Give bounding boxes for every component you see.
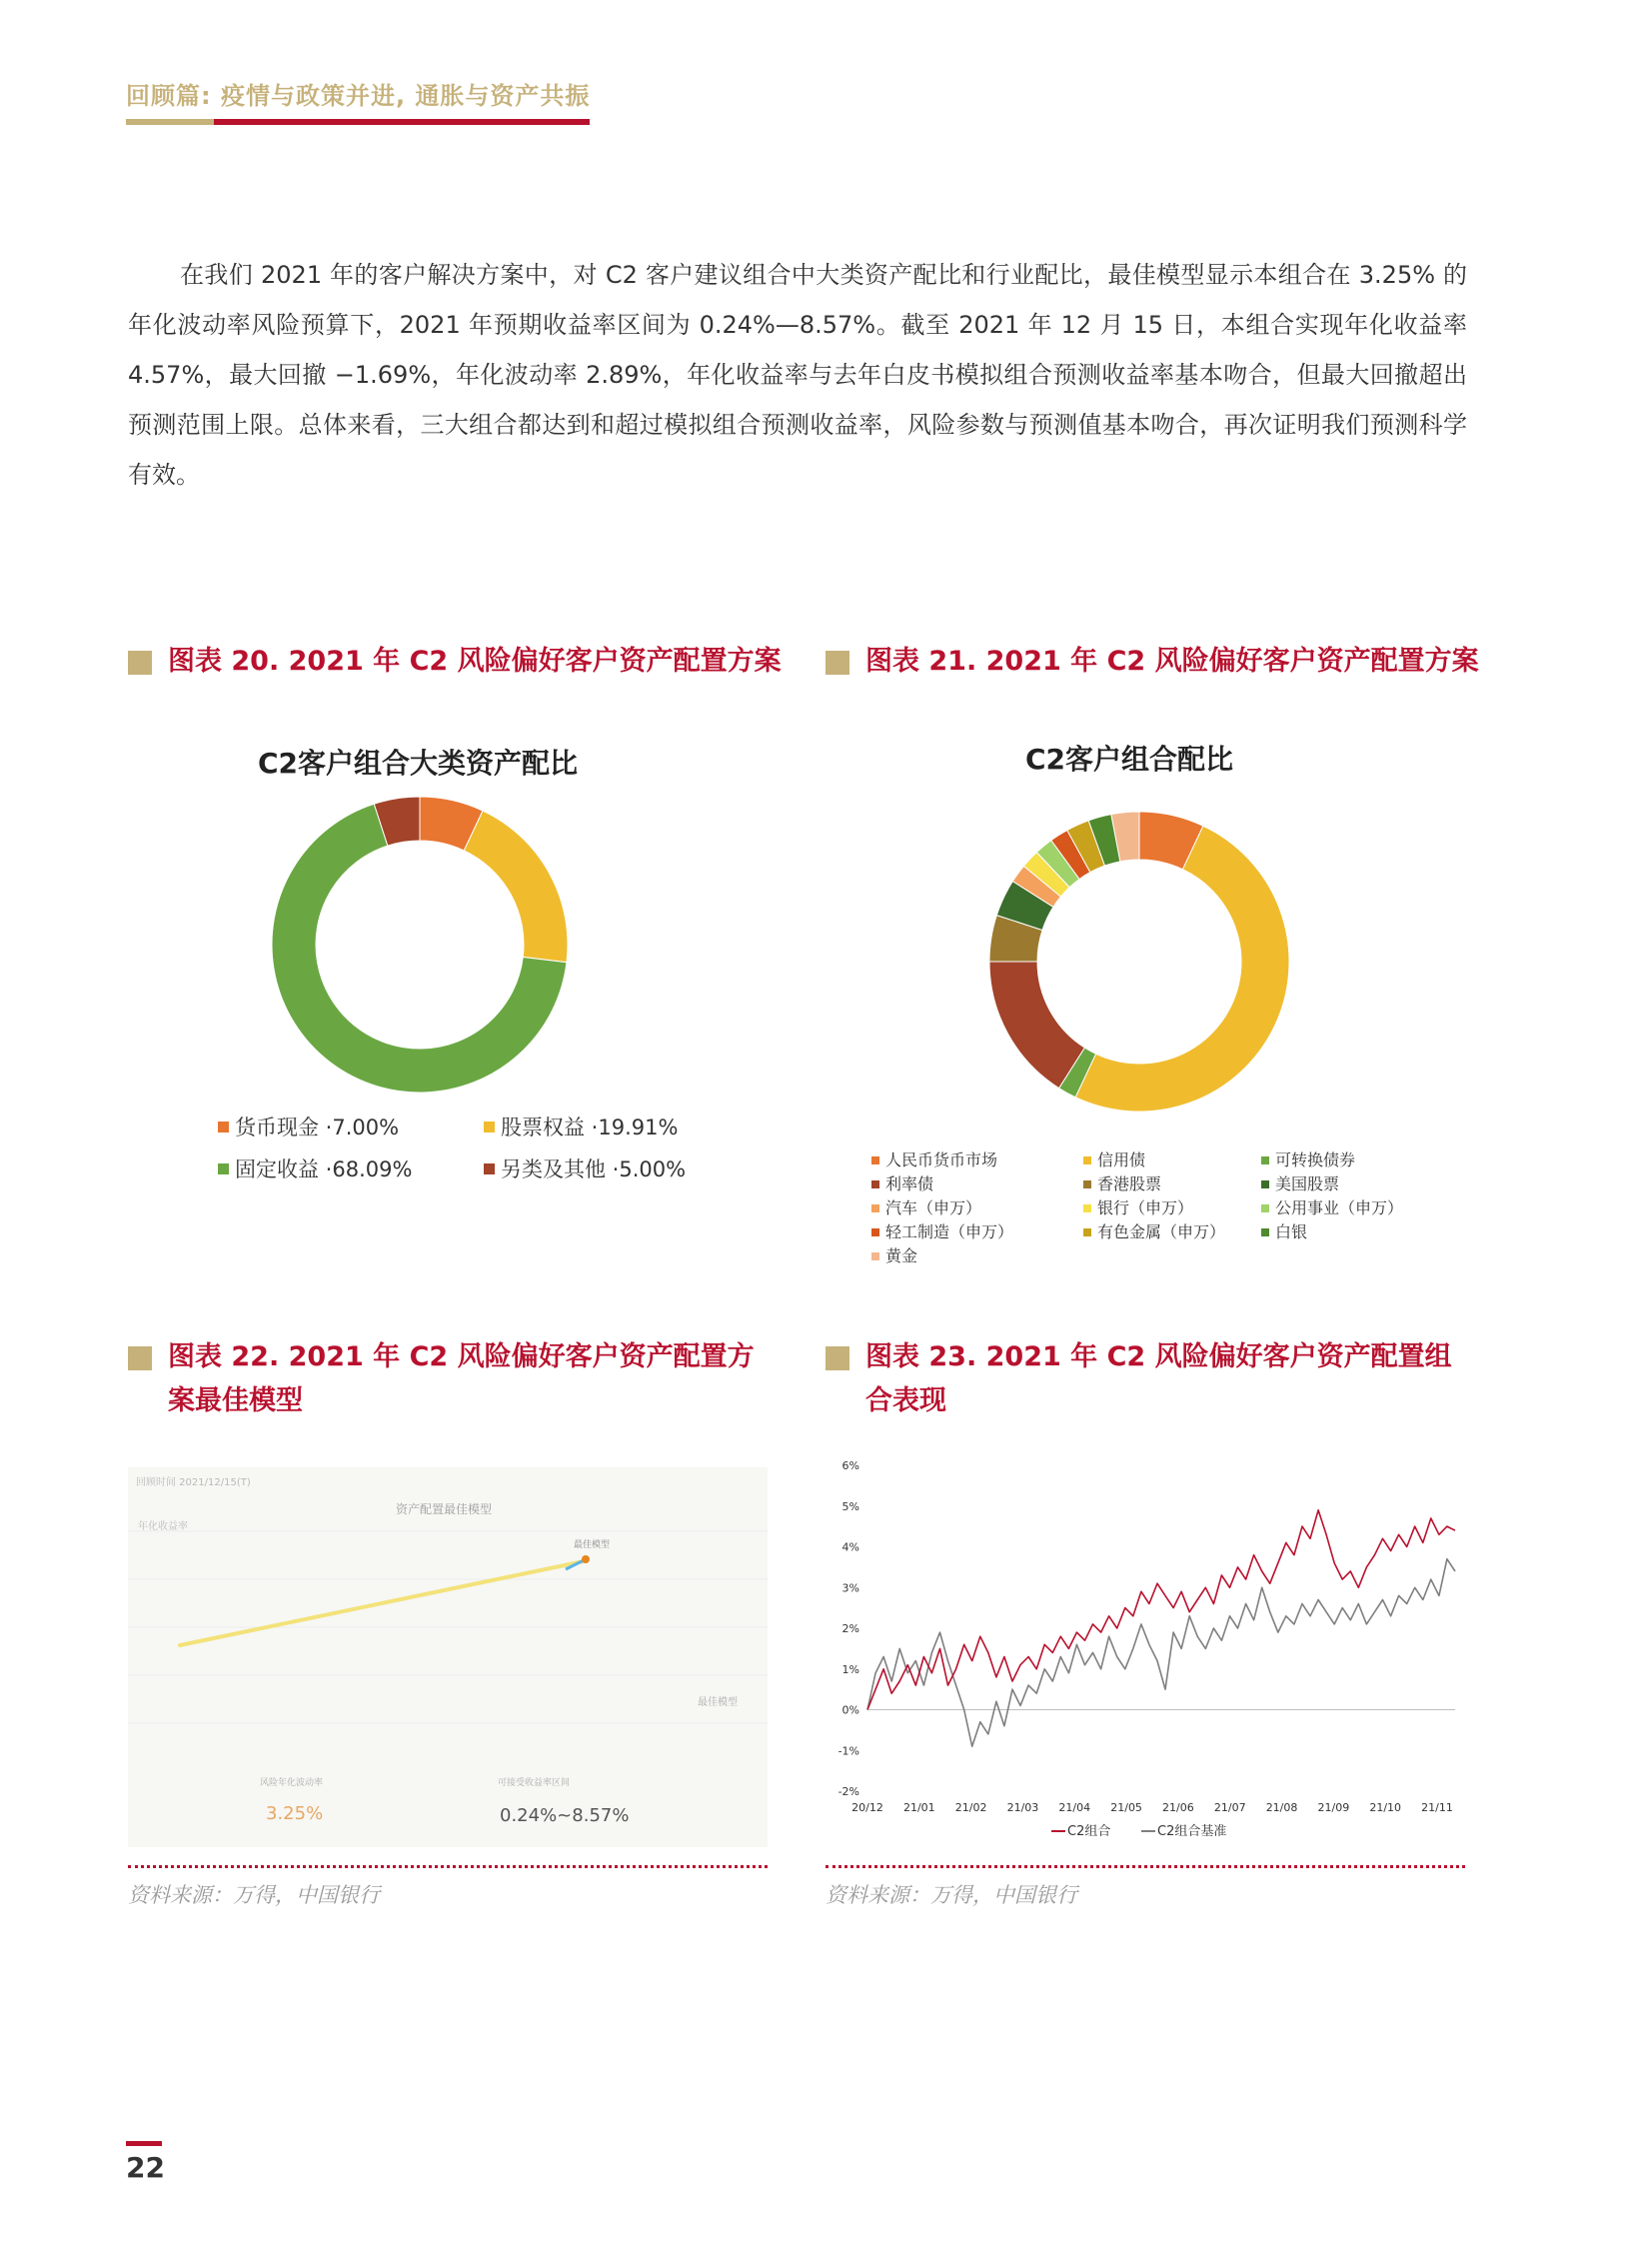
- legend2-swatch-us-stock: [1261, 1180, 1269, 1188]
- legend2-swatch-silver: [1261, 1228, 1269, 1236]
- donut1-chart: [270, 795, 570, 1095]
- legend2-swatch-credit-bond: [1083, 1156, 1091, 1164]
- legend2-item-silver: [1261, 1219, 1307, 1242]
- fig21-title-text: 图表 21. 2021 年 C2 风险偏好客户资产配置方案: [865, 646, 1479, 677]
- legend2-item-bank: [1083, 1195, 1193, 1218]
- series-line-1: [867, 1559, 1455, 1747]
- x-tick-label: 21/11: [1421, 1801, 1453, 1814]
- donut1-legend: [218, 1112, 738, 1181]
- x-tick-label: 21/10: [1369, 1801, 1402, 1814]
- legend1-label-equity: 股票权益 ·19.91%: [501, 1116, 679, 1139]
- legend2-item-credit-bond: [1083, 1147, 1145, 1170]
- legend2-swatch-utilities: [1261, 1204, 1269, 1212]
- best-model-chart-title: 资产配置最佳模型: [396, 1502, 493, 1516]
- legend2-swatch-convertible-bond: [1261, 1156, 1269, 1164]
- fig23-source-rule: [826, 1865, 1465, 1868]
- legend2-label-silver: 白银: [1275, 1222, 1308, 1241]
- fig23-title-line2: 合表现: [865, 1385, 946, 1416]
- donut2-chart: [989, 812, 1289, 1112]
- donut2-legend: [871, 1147, 1431, 1273]
- x-tick-label: 21/01: [902, 1801, 935, 1814]
- fig20-title-text: 图表 20. 2021 年 C2 风险偏好客户资产配置方案: [168, 646, 782, 677]
- legend2-item-convertible-bond: [1261, 1147, 1355, 1170]
- legend2-label-auto: 汽车（申万）: [885, 1198, 982, 1217]
- best-model-header: 回顾时间 2021/12/15(T): [136, 1477, 251, 1488]
- legend2-swatch-rmb-money-market: [871, 1156, 879, 1164]
- legend2-label-nonferrous: 有色金属（申万）: [1097, 1222, 1226, 1241]
- best-model-point-label: 最佳模型: [574, 1540, 611, 1550]
- y-tick-label: -2%: [837, 1785, 859, 1798]
- legend2-swatch-hk-stock: [1083, 1180, 1091, 1188]
- donut1-slice-1: [464, 811, 568, 963]
- fig22-title: [128, 1335, 808, 1423]
- legend2-label-light-industry: 轻工制造（申万）: [885, 1222, 1014, 1241]
- legend2-swatch-rate-bond: [871, 1180, 879, 1188]
- line-chart: [826, 1453, 1475, 1863]
- legend1-label-cash: 货币现金 ·7.00%: [235, 1116, 400, 1139]
- y-tick-label: -1%: [837, 1744, 859, 1758]
- series-line-0: [867, 1510, 1455, 1710]
- legend1-swatch-cash: [218, 1122, 229, 1132]
- fig20-title: [128, 640, 808, 684]
- legend2-swatch-nonferrous: [1083, 1228, 1091, 1236]
- fig22-source: 资料来源：万得，中国银行: [128, 1883, 380, 1907]
- legend2-item-auto: [871, 1195, 981, 1218]
- legend2-item-gold: [871, 1243, 917, 1266]
- legend1-swatch-alternative: [484, 1163, 495, 1174]
- y-tick-label: 5%: [841, 1499, 859, 1513]
- legend-label-1: C2组合基准: [1157, 1824, 1227, 1839]
- y-tick-label: 1%: [841, 1662, 859, 1676]
- legend1-item-fixed-income: [218, 1153, 412, 1183]
- legend2-label-credit-bond: 信用债: [1097, 1150, 1146, 1169]
- donut2-slice-3: [989, 962, 1084, 1089]
- best-model-legend-label: 最佳模型: [698, 1697, 738, 1708]
- legend2-swatch-auto: [871, 1204, 879, 1212]
- x-tick-label: 21/07: [1213, 1801, 1246, 1814]
- legend2-item-nonferrous: [1083, 1219, 1225, 1242]
- legend2-label-rmb-money-market: 人民币货币市场: [885, 1150, 998, 1169]
- header-rule-gold: [126, 119, 214, 125]
- legend2-label-convertible-bond: 可转换债券: [1275, 1150, 1356, 1169]
- donut1-title: C2客户组合大类资产配比: [257, 747, 579, 780]
- body-paragraph: 在我们 2021 年的客户解决方案中，对 C2 客户建议组合中大类资产配比和行业配比，最佳模型显示本组合在 3.25% 的年化波动率风险预算下，2021 年预期收益率区间为 0.24%—8.57%。截至 2021 年 12 月 15 日，本组合实现年化收益率 4.57%，最大回撤 −1.69%，年化波动率 2.89%，年化收益率与去年白皮书模拟组合预测收益率基本吻合，但最大回撤超出预测范围上限。总体来看，三大组合都达到和超过模拟组合预测收益率，风险参数与预测值基本吻合，再次证明我们预测科学有效。: [128, 261, 1467, 489]
- legend1-label-fixed-income: 固定收益 ·68.09%: [235, 1157, 413, 1181]
- legend2-item-light-industry: [871, 1219, 1013, 1242]
- y-tick-label: 4%: [841, 1540, 859, 1554]
- best-model-vol-value: 3.25%: [266, 1803, 324, 1824]
- y-tick-label: 2%: [841, 1622, 859, 1635]
- best-model-vol-label: 风险年化波动率: [260, 1778, 324, 1788]
- fig22-marker: [128, 1346, 152, 1370]
- x-tick-label: 21/05: [1110, 1801, 1142, 1814]
- fig22-source-rule: [128, 1865, 768, 1868]
- legend1-swatch-fixed-income: [218, 1163, 229, 1174]
- legend1-item-cash: [218, 1112, 399, 1141]
- fig23-title-line1: 图表 23. 2021 年 C2 风险偏好客户资产配置组: [865, 1341, 1452, 1372]
- legend2-label-hk-stock: 香港股票: [1097, 1174, 1162, 1193]
- legend2-label-rate-bond: 利率债: [885, 1174, 934, 1193]
- legend2-swatch-light-industry: [871, 1228, 879, 1236]
- x-tick-label: 21/08: [1265, 1801, 1298, 1814]
- page-number-rule: [126, 2141, 162, 2146]
- legend2-item-us-stock: [1261, 1171, 1339, 1194]
- y-tick-label: 3%: [841, 1581, 859, 1595]
- x-tick-label: 21/03: [1006, 1801, 1039, 1814]
- legend2-item-hk-stock: [1083, 1171, 1161, 1194]
- best-model-drawing: [128, 1467, 768, 1847]
- legend1-item-equity: [484, 1112, 678, 1141]
- efficient-frontier-line: [180, 1561, 584, 1645]
- y-tick-label: 6%: [841, 1459, 859, 1472]
- legend2-label-gold: 黄金: [885, 1246, 918, 1265]
- fig20-marker: [128, 651, 152, 675]
- legend1-swatch-equity: [484, 1122, 495, 1132]
- fig23-marker: [826, 1346, 849, 1370]
- fig23-source: 资料来源：万得，中国银行: [826, 1883, 1077, 1907]
- legend-label-0: C2组合: [1067, 1824, 1111, 1839]
- donut2-title: C2客户组合配比: [1024, 743, 1234, 776]
- legend2-item-rmb-money-market: [871, 1147, 997, 1170]
- legend2-label-utilities: 公用事业（申万）: [1275, 1198, 1404, 1217]
- legend2-label-bank: 银行（申万）: [1097, 1198, 1194, 1217]
- legend2-item-rate-bond: [871, 1171, 933, 1194]
- legend2-item-utilities: [1261, 1195, 1403, 1218]
- x-tick-label: 21/06: [1162, 1801, 1194, 1814]
- fig23-title: [826, 1335, 1505, 1423]
- fig21-title: [826, 640, 1505, 684]
- page-number: 22: [126, 2151, 165, 2184]
- fig22-title-line2: 案最佳模型: [168, 1385, 303, 1416]
- best-model-y-label: 年化收益率: [138, 1521, 188, 1532]
- best-model-range-label: 可接受收益率区间: [498, 1778, 571, 1788]
- y-tick-label: 0%: [841, 1703, 859, 1717]
- legend1-item-alternative: [484, 1153, 686, 1183]
- best-model-point: [582, 1555, 590, 1563]
- legend1-label-alternative: 另类及其他 ·5.00%: [501, 1157, 687, 1181]
- x-tick-label: 21/09: [1317, 1801, 1350, 1814]
- best-model-range-value: 0.24%~8.57%: [500, 1805, 630, 1826]
- section-header-title: 回顾篇: 疫情与政策并进, 通胀与资产共振: [126, 82, 591, 110]
- legend2-swatch-bank: [1083, 1204, 1091, 1212]
- best-model-image: [128, 1467, 768, 1847]
- legend2-label-us-stock: 美国股票: [1275, 1174, 1340, 1193]
- x-tick-label: 21/02: [954, 1801, 987, 1814]
- header-rule-red: [214, 119, 590, 125]
- x-tick-label: 20/12: [851, 1801, 883, 1814]
- x-tick-label: 21/04: [1058, 1801, 1091, 1814]
- fig22-title-line1: 图表 22. 2021 年 C2 风险偏好客户资产配置方: [168, 1341, 755, 1372]
- legend2-swatch-gold: [871, 1252, 879, 1260]
- fig21-marker: [826, 651, 849, 675]
